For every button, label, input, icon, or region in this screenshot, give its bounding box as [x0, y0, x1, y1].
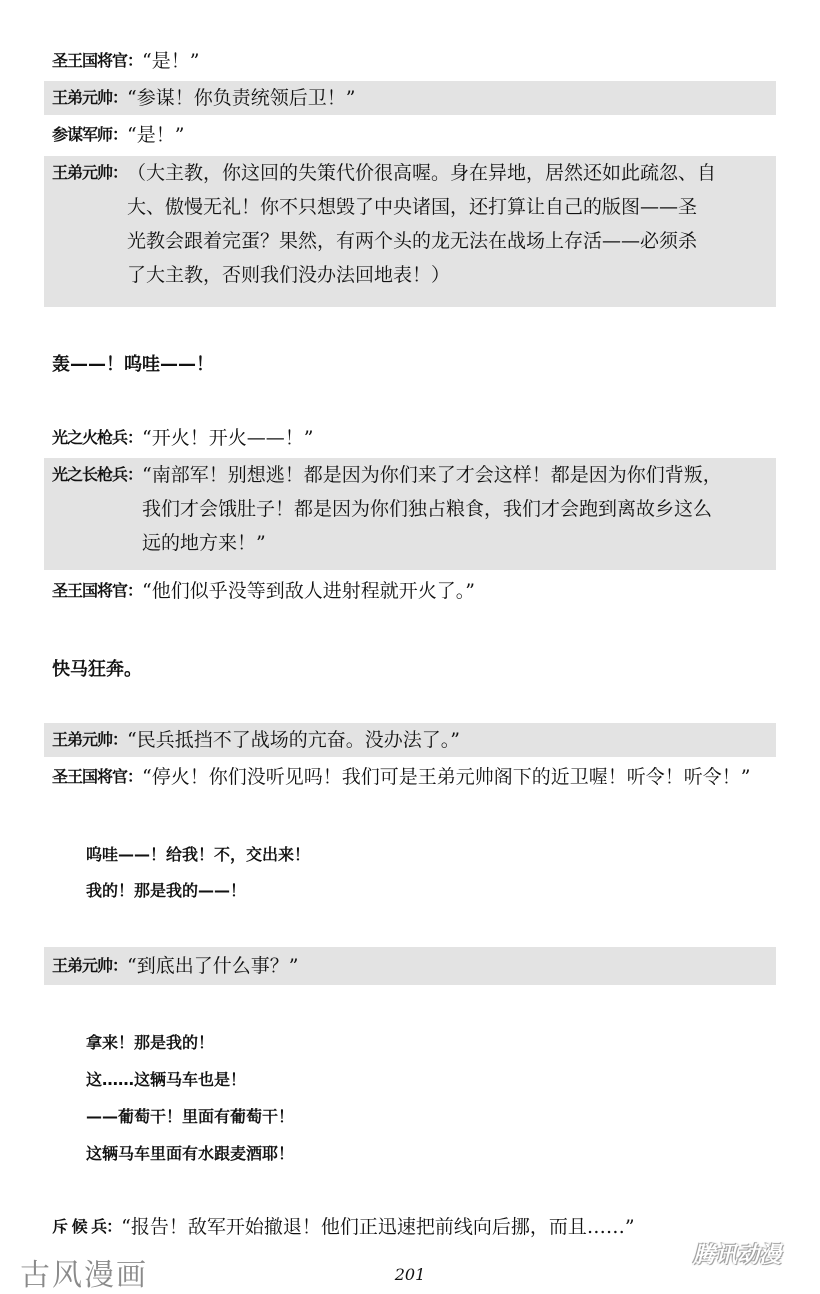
speaker-name: 光之火枪兵： [52, 428, 143, 447]
dialogue-text: “停火！你们没听见吗！我们可是王弟元帅阁下的近卫喔！听令！听令！” [142, 766, 751, 788]
speaker-name: 斥 候 兵： [52, 1217, 122, 1236]
dialogue-text: 远的地方来！” [142, 532, 266, 554]
dialogue-text: 我们才会饿肚子！都是因为你们独占粮食，我们才会跑到离故乡这么 [142, 498, 713, 520]
dialogue-text: “民兵抵挡不了战场的亢奋。没办法了。” [127, 729, 460, 751]
crowd-shout: ——葡萄干！里面有葡萄干！ [86, 1107, 295, 1126]
crowd-shout: 拿来！那是我的！ [86, 1033, 215, 1052]
crowd-shout: 这辆马车里面有水跟麦酒耶！ [86, 1144, 295, 1163]
sound-effect: 轰——！呜哇——！ [52, 354, 214, 375]
dialogue-paragraph [127, 156, 716, 292]
crowd-shout: 我的！那是我的——！ [86, 881, 247, 900]
dialogue-line [44, 81, 776, 115]
speaker-name: 王弟元帅： [52, 163, 128, 182]
dialogue-line [44, 574, 776, 608]
crowd-shout: 这……这辆马车也是！ [86, 1070, 247, 1089]
speaker-name: 圣王国将官： [52, 581, 143, 600]
dialogue-line [44, 947, 776, 985]
speaker-name: 王弟元帅： [52, 730, 128, 749]
dialogue-text: “他们似乎没等到敌人进射程就开火了。” [142, 580, 475, 602]
dialogue-line [44, 118, 776, 152]
dialogue-text: （大主教，你这回的失策代价很高喔。身在异地，居然还如此疏忽、自 [127, 162, 717, 184]
dialogue-text: “到底出了什么事？” [127, 955, 299, 977]
dialogue-line [44, 44, 776, 78]
speaker-name: 王弟元帅： [52, 956, 128, 975]
page-number: 201 [394, 1265, 426, 1284]
dialogue-line [44, 156, 776, 307]
dialogue-line [44, 1210, 776, 1244]
dialogue-line [44, 421, 776, 455]
speaker-name: 圣王国将官： [52, 767, 143, 786]
dialogue-text: 了大主教，否则我们没办法回地表！） [127, 264, 451, 286]
speaker-name: 王弟元帅： [52, 88, 128, 107]
dialogue-line [44, 723, 776, 757]
narration: 快马狂奔。 [52, 659, 142, 680]
speaker-name: 参谋军师： [52, 125, 128, 144]
dialogue-text: 光教会跟着完蛋？果然，有两个头的龙无法在战场上存活——必须杀 [127, 230, 698, 252]
watermark-left: 古风漫画 [20, 1258, 148, 1293]
dialogue-paragraph [142, 458, 722, 560]
crowd-shout: 呜哇——！给我！不，交出来！ [86, 845, 311, 864]
dialogue-text: “是！” [142, 50, 200, 72]
dialogue-text: “参谋！你负责统领后卫！” [127, 87, 356, 109]
speaker-name: 光之长枪兵： [52, 465, 143, 484]
dialogue-line [44, 760, 776, 794]
dialogue-text: “报告！敌军开始撤退！他们正迅速把前线向后挪，而且……” [121, 1216, 635, 1238]
dialogue-text: “南部军！别想逃！都是因为你们来了才会这样！都是因为你们背叛， [142, 464, 722, 486]
watermark-right: 腾讯动漫 [692, 1242, 781, 1268]
speaker-name: 圣王国将官： [52, 51, 143, 70]
dialogue-line [44, 458, 776, 570]
dialogue-text: “是！” [127, 124, 185, 146]
dialogue-text: “开火！开火——！” [142, 427, 314, 449]
dialogue-text: 大、傲慢无礼！你不只想毁了中央诸国，还打算让自己的版图——圣 [127, 196, 698, 218]
